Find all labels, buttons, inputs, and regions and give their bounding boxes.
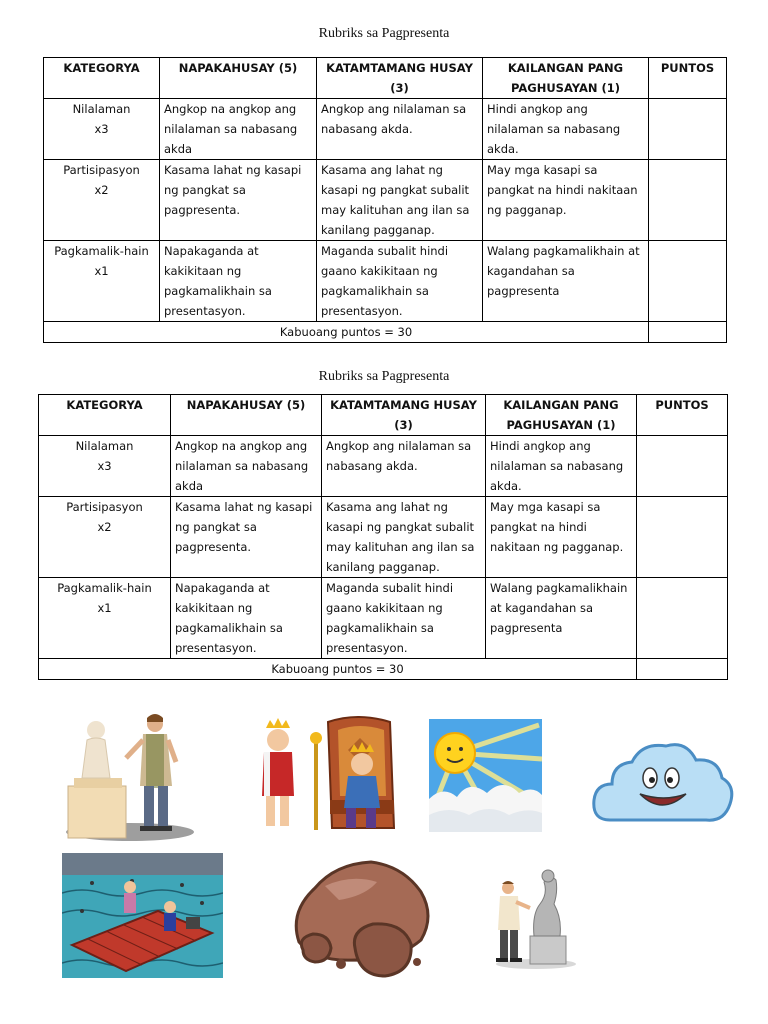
category-name: Nilalaman xyxy=(75,439,134,453)
rubric-title: Rubriks sa Pagpresenta xyxy=(318,369,450,384)
criteria-cell: Hindi angkop ang nilalaman sa nabasang akda. xyxy=(483,99,649,160)
header-napakahusay: NAPAKAHUSAY (5) xyxy=(171,395,322,436)
category-cell xyxy=(44,241,160,322)
criteria-cell: Angkop na angkop ang nilalaman sa nabasang akda xyxy=(171,436,322,497)
score-cell[interactable] xyxy=(637,436,728,497)
table-row xyxy=(39,578,728,659)
category-cell xyxy=(39,497,171,578)
total-score-cell[interactable] xyxy=(649,322,727,343)
criteria-cell: Angkop ang nilalaman sa nabasang akda. xyxy=(322,436,486,497)
criteria-cell: Angkop na angkop ang nilalaman sa nabasang akda xyxy=(160,99,317,160)
criteria-cell: Kasama ang lahat ng kasapi ng pangkat subalit may kalituhan ang ilan sa kanilang pagganap. xyxy=(322,497,486,578)
criteria-cell: May mga kasapi sa pangkat na hindi nakitaan ng pagganap. xyxy=(483,160,649,241)
header-kategorya: KATEGORYA xyxy=(39,395,171,436)
category-weight: x1 xyxy=(97,601,112,615)
sun-behind-clouds-icon xyxy=(429,719,542,832)
header-kailangan: KAILANGAN PANG PAGHUSAYAN (1) xyxy=(486,395,637,436)
people-on-raft-in-storm-icon xyxy=(62,853,223,978)
category-name: Pagkamalik-hain xyxy=(57,581,152,595)
criteria-cell: Kasama lahat ng kasapi ng pangkat sa pagpresenta. xyxy=(160,160,317,241)
rubric-table xyxy=(38,394,728,680)
header-puntos: PUNTOS xyxy=(649,58,727,99)
score-cell[interactable] xyxy=(649,99,727,160)
criteria-cell: Maganda subalit hindi gaano kakikitaan ng pagkamalikhain sa presentasyon. xyxy=(317,241,483,322)
table-header-row xyxy=(39,395,728,436)
score-cell[interactable] xyxy=(649,160,727,241)
criteria-cell: Walang pagkamalikhain at kagandahan sa pagpresenta xyxy=(483,241,649,322)
score-cell[interactable] xyxy=(649,241,727,322)
total-row xyxy=(39,659,728,680)
total-label: Kabuoang puntos = 30 xyxy=(39,659,637,680)
king-on-throne-icon xyxy=(258,716,400,838)
category-weight: x2 xyxy=(94,183,109,197)
total-label: Kabuoang puntos = 30 xyxy=(44,322,649,343)
header-katamtaman: KATAMTAMANG HUSAY (3) xyxy=(322,395,486,436)
header-kategorya: KATEGORYA xyxy=(44,58,160,99)
category-name: Partisipasyon xyxy=(63,163,140,177)
header-puntos: PUNTOS xyxy=(637,395,728,436)
category-cell xyxy=(39,578,171,659)
category-name: Partisipasyon xyxy=(66,500,143,514)
criteria-cell: Hindi angkop ang nilalaman sa nabasang akda. xyxy=(486,436,637,497)
criteria-cell: Walang pagkamalikhain at kagandahan sa pagpresenta xyxy=(486,578,637,659)
table-row xyxy=(44,241,727,322)
category-weight: x2 xyxy=(97,520,112,534)
total-score-cell[interactable] xyxy=(637,659,728,680)
smiling-cloud-icon xyxy=(590,736,736,832)
table-row xyxy=(39,436,728,497)
sculptor-carving-statue-icon xyxy=(488,864,576,969)
criteria-cell: Napakaganda at kakikitaan ng pagkamalikhain sa presentasyon. xyxy=(160,241,317,322)
category-name: Nilalaman xyxy=(72,102,131,116)
criteria-cell: May mga kasapi sa pangkat na hindi nakitaan ng pagganap. xyxy=(486,497,637,578)
category-name: Pagkamalik-hain xyxy=(54,244,149,258)
score-cell[interactable] xyxy=(637,578,728,659)
sculptor-with-statue-icon xyxy=(60,708,195,843)
category-cell xyxy=(44,160,160,241)
total-row xyxy=(44,322,727,343)
header-napakahusay: NAPAKAHUSAY (5) xyxy=(160,58,317,99)
criteria-cell: Kasama ang lahat ng kasapi ng pangkat subalit may kalituhan ang ilan sa kanilang pagganap. xyxy=(317,160,483,241)
category-cell xyxy=(44,99,160,160)
criteria-cell: Maganda subalit hindi gaano kakikitaan ng pagkamalikhain sa presentasyon. xyxy=(322,578,486,659)
category-weight: x3 xyxy=(94,122,109,136)
table-row xyxy=(39,497,728,578)
category-cell xyxy=(39,436,171,497)
rubric-table xyxy=(43,57,727,343)
table-row xyxy=(44,99,727,160)
criteria-cell: Napakaganda at kakikitaan ng pagkamalikhain sa presentasyon. xyxy=(171,578,322,659)
category-weight: x3 xyxy=(97,459,112,473)
rubric-title: Rubriks sa Pagpresenta xyxy=(318,26,450,41)
score-cell[interactable] xyxy=(637,497,728,578)
table-row xyxy=(44,160,727,241)
table-header-row xyxy=(44,58,727,99)
header-kailangan: KAILANGAN PANG PAGHUSAYAN (1) xyxy=(483,58,649,99)
criteria-cell: Kasama lahat ng kasapi ng pangkat sa pagpresenta. xyxy=(171,497,322,578)
criteria-cell: Angkop ang nilalaman sa nabasang akda. xyxy=(317,99,483,160)
rock-boulders-icon xyxy=(285,852,435,982)
header-katamtaman: KATAMTAMANG HUSAY (3) xyxy=(317,58,483,99)
category-weight: x1 xyxy=(94,264,109,278)
